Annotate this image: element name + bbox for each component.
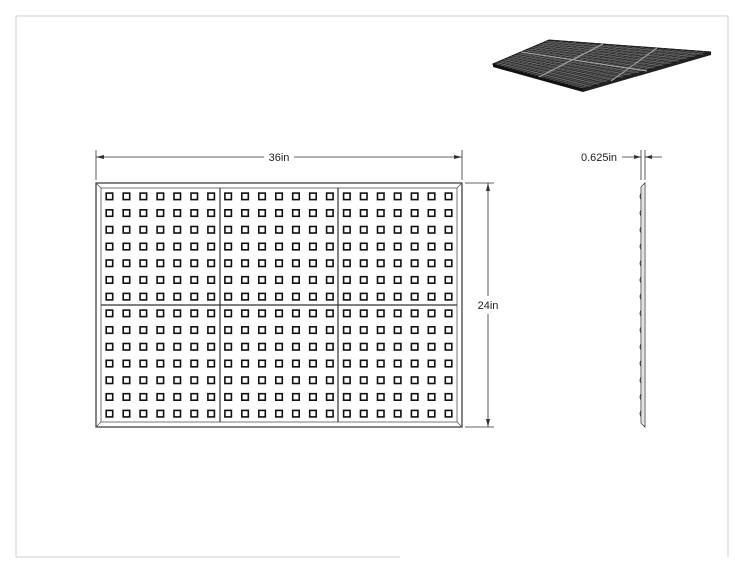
- width-label: 36in: [268, 152, 290, 164]
- front-view: [96, 183, 462, 427]
- isometric-view: [493, 40, 711, 92]
- thickness-label: 0.625in: [580, 152, 618, 164]
- side-view: [640, 183, 645, 427]
- height-label: 24in: [477, 300, 499, 312]
- thickness-dimension: [622, 150, 662, 180]
